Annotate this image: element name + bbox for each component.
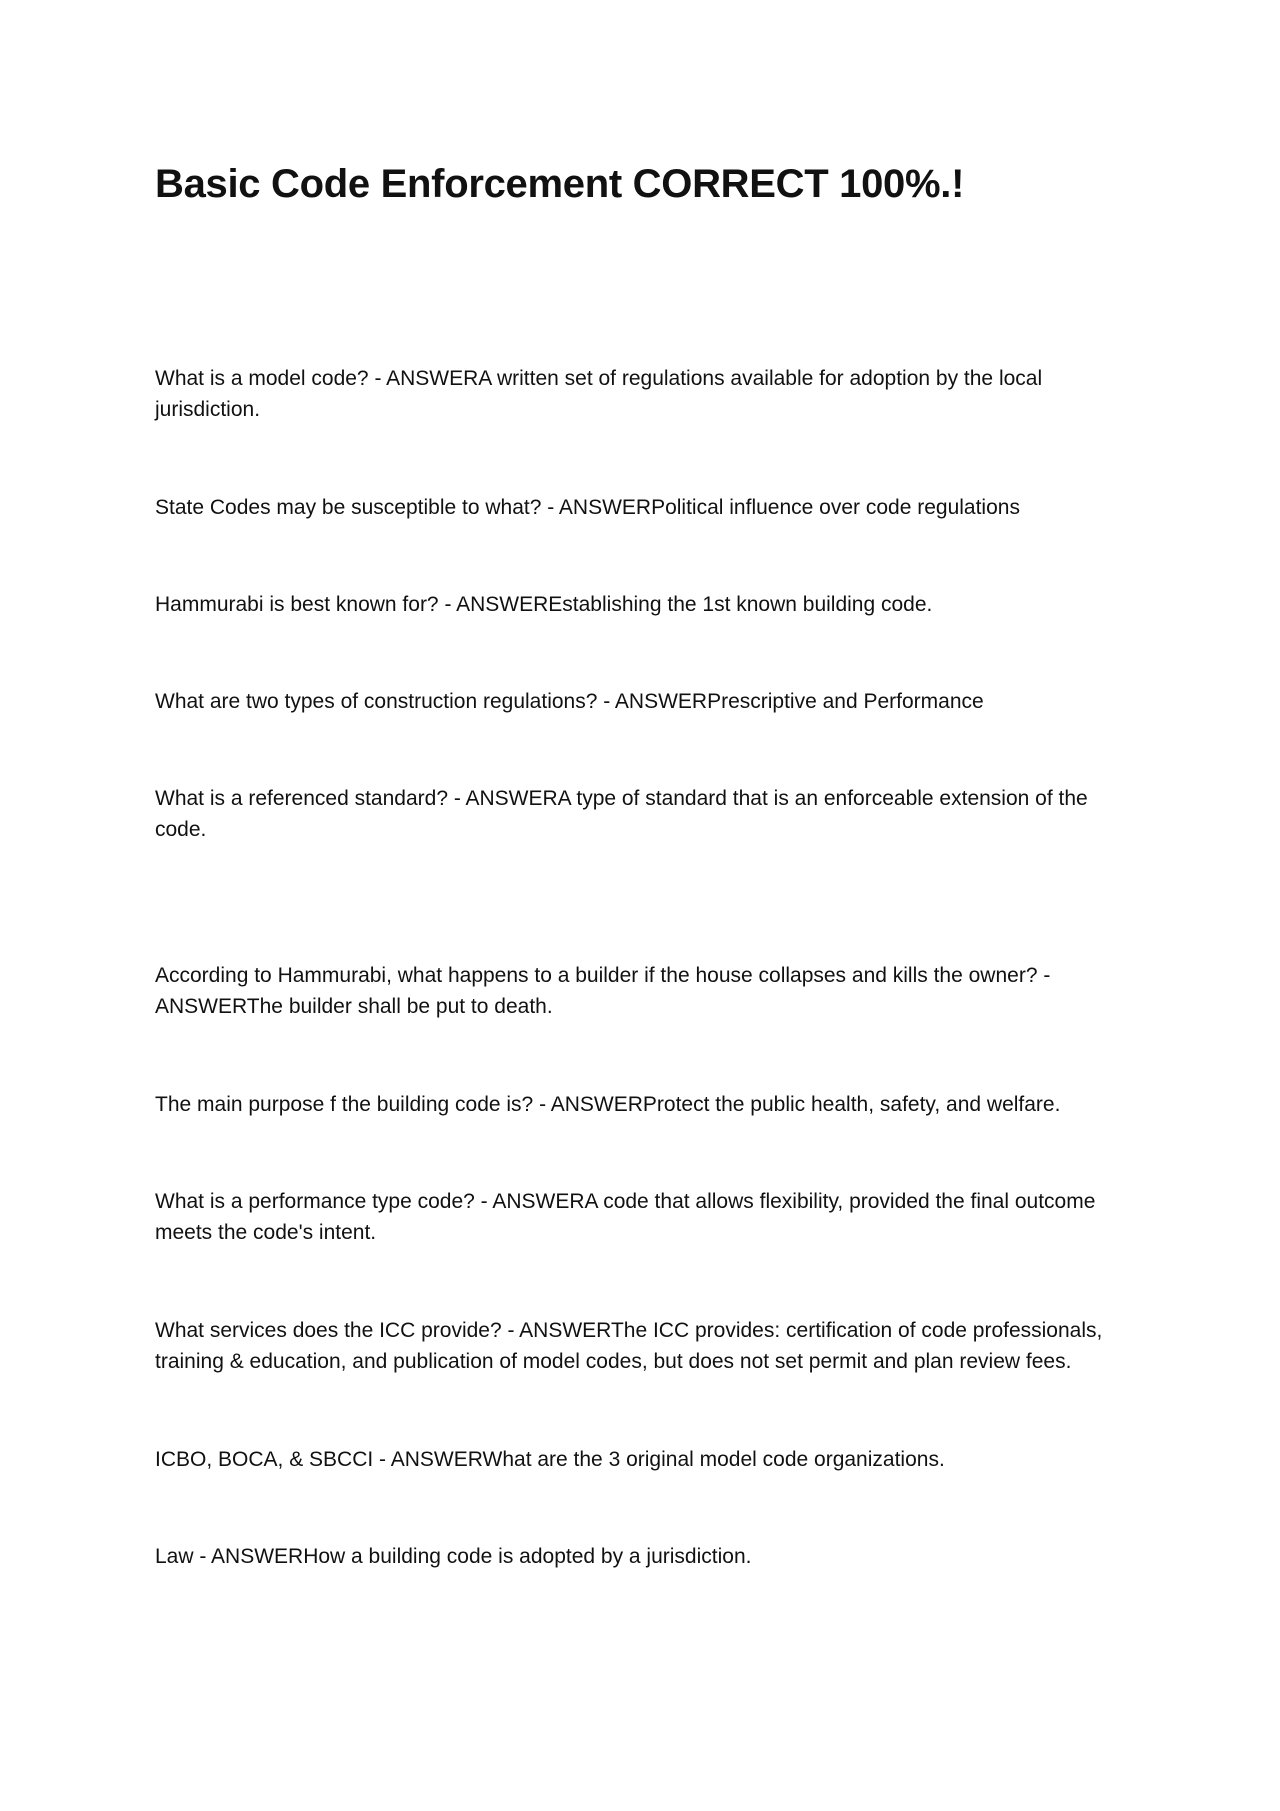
qa-item: What is a referenced standard? - ANSWERA type of standard that is an enforceable extension of the code. xyxy=(155,787,1088,841)
qa-item: ICBO, BOCA, & SBCCI - ANSWERWhat are the 3 original model code organizations. xyxy=(155,1448,945,1471)
qa-item: What is a model code? - ANSWERA written set of regulations available for adoption by the local jurisdiction. xyxy=(155,367,1043,421)
document-title: Basic Code Enforcement CORRECT 100%.! xyxy=(155,162,965,206)
qa-item: The main purpose f the building code is? - ANSWERProtect the public health, safety, and welfare. xyxy=(155,1093,1061,1116)
qa-item: State Codes may be susceptible to what? - ANSWERPolitical influence over code regulations xyxy=(155,496,1020,519)
qa-item: What is a performance type code? - ANSWERA code that allows flexibility, provided the final outcome meets the code's intent. xyxy=(155,1190,1096,1244)
qa-item: What are two types of construction regulations? - ANSWERPrescriptive and Performance xyxy=(155,690,984,713)
qa-item: What services does the ICC provide? - ANSWERThe ICC provides: certification of code professionals, training & education, and publication of model codes, but does not set permit and plan review fees. xyxy=(155,1319,1103,1373)
qa-item: Hammurabi is best known for? - ANSWEREstablishing the 1st known building code. xyxy=(155,593,933,616)
qa-item: Law - ANSWERHow a building code is adopted by a jurisdiction. xyxy=(155,1545,752,1568)
qa-item: According to Hammurabi, what happens to a builder if the house collapses and kills the owner? - ANSWERThe builder shall be put to death. xyxy=(155,964,1051,1018)
